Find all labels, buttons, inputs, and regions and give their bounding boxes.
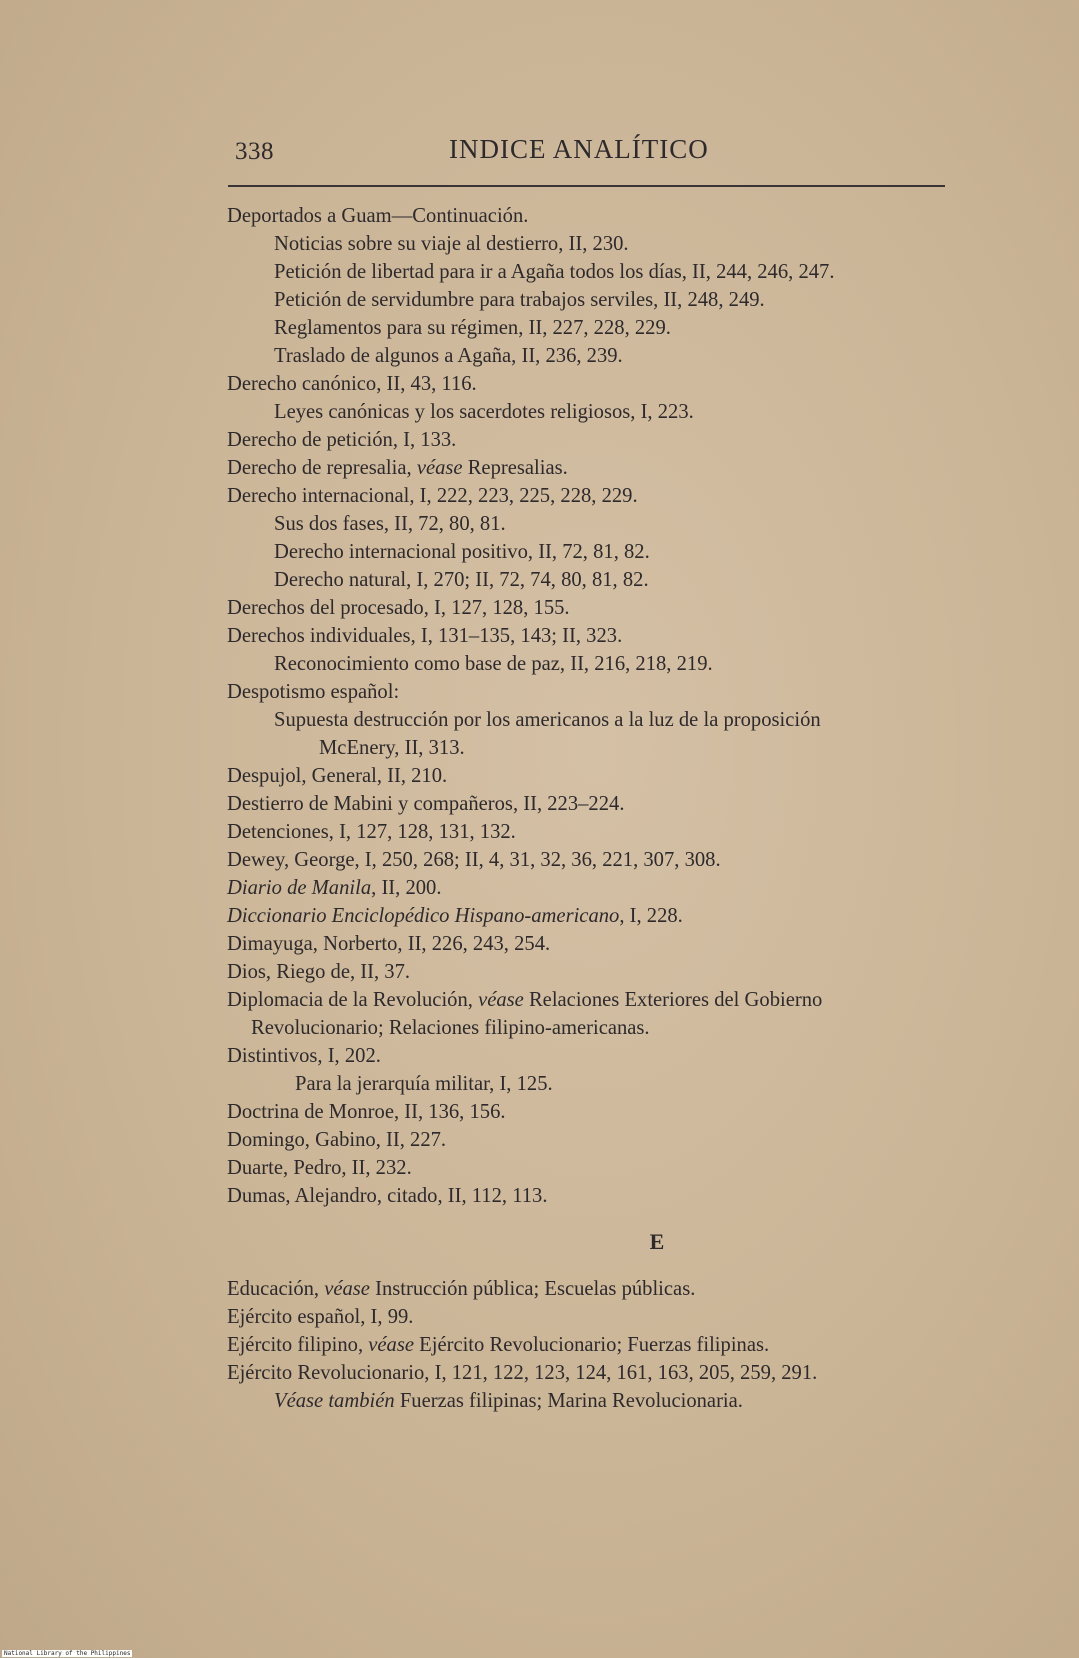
index-entry-continuation: Revolucionario; Relaciones filipino-americanas. (251, 1017, 650, 1039)
page-number: 338 (235, 138, 274, 165)
index-entry (227, 1070, 957, 1098)
index-entry-text: Represalias. (462, 457, 568, 479)
index-entry-text: Derechos individuales, I, 131–135, 143; II, 323. (227, 625, 623, 647)
index-entry (227, 202, 957, 230)
header-rule (228, 185, 945, 187)
index-entry (227, 1182, 957, 1210)
index-entry-italic-text: Diccionario Enciclopédico Hispano-americano (227, 905, 620, 927)
index-entry (227, 426, 957, 454)
index-entry (227, 762, 957, 790)
index-entry-text: Derecho natural, I, 270; II, 72, 74, 80, 81, 82. (274, 569, 649, 591)
index-entry-text: , I, 228. (619, 905, 683, 927)
index-entry-text: Detenciones, I, 127, 128, 131, 132. (227, 821, 516, 843)
index-entry-italic-text: véase (368, 1334, 414, 1356)
index-entry-text: Instrucción pública; Escuelas públicas. (369, 1278, 696, 1300)
index-entry-text: Despotismo español: (227, 681, 400, 703)
index-list (227, 202, 957, 1415)
index-entry (227, 1098, 957, 1126)
index-entry (227, 342, 957, 370)
index-entry (227, 1126, 957, 1154)
index-entry (227, 650, 957, 678)
index-entry (227, 538, 957, 566)
index-entry-text: Reglamentos para su régimen, II, 227, 228, 229. (274, 317, 671, 339)
index-group-e (227, 1275, 957, 1415)
index-entry (227, 230, 957, 258)
index-entry (227, 622, 957, 650)
index-entry-text: Distintivos, I, 202. (227, 1045, 381, 1067)
index-entry (227, 846, 957, 874)
index-entry (227, 370, 957, 398)
index-entry-text: Derechos del procesado, I, 127, 128, 155. (227, 597, 570, 619)
index-entry (227, 398, 957, 426)
index-entry-text: Domingo, Gabino, II, 227. (227, 1129, 447, 1151)
index-entry-text: Noticias sobre su viaje al destierro, II, 230. (274, 233, 629, 255)
index-entry (227, 314, 957, 342)
index-entry-text: Dios, Riego de, II, 37. (227, 961, 411, 983)
page-header (0, 134, 1079, 174)
index-entry (227, 930, 957, 958)
index-entry-text: Derecho de represalia, (227, 457, 417, 479)
index-group-d (227, 202, 957, 1210)
index-entry-text: Ejército Revolucionario, I, 121, 122, 123, 124, 161, 163, 205, 259, 291. (227, 1362, 818, 1384)
index-entry (227, 1303, 957, 1331)
index-entry (227, 790, 957, 818)
index-entry (227, 510, 957, 538)
index-entry (227, 1275, 957, 1303)
index-entry-text: Dewey, George, I, 250, 268; II, 4, 31, 32, 36, 221, 307, 308. (227, 849, 721, 871)
index-entry (227, 706, 957, 762)
section-letter-heading: E (649, 1229, 665, 1254)
index-entry-text: Doctrina de Monroe, II, 136, 156. (227, 1101, 506, 1123)
index-entry (227, 1154, 957, 1182)
index-entry-text: Derecho internacional, I, 222, 223, 225, 228, 229. (227, 485, 638, 507)
index-entry (227, 986, 957, 1042)
index-entry-continuation: McEnery, II, 313. (319, 737, 465, 759)
index-entry-text: Despujol, General, II, 210. (227, 765, 448, 787)
index-entry (227, 1042, 957, 1070)
index-entry-text: Sus dos fases, II, 72, 80, 81. (274, 513, 506, 535)
index-entry-italic-text: véase (324, 1278, 370, 1300)
index-entry-text: Petición de servidumbre para trabajos serviles, II, 248, 249. (274, 289, 765, 311)
index-entry-italic-text: véase (478, 989, 524, 1011)
footer-credit: National Library of the Philippines (4, 1650, 131, 1657)
index-entry-text: Educación, (227, 1278, 325, 1300)
index-entry (227, 454, 957, 482)
index-entry-text: Dumas, Alejandro, citado, II, 112, 113. (227, 1185, 548, 1207)
index-entry-text: Petición de libertad para ir a Agaña todos los días, II, 244, 246, 247. (274, 261, 835, 283)
index-entry-text: Destierro de Mabini y compañeros, II, 223–224. (227, 793, 625, 815)
index-entry-text: Leyes canónicas y los sacerdotes religiosos, I, 223. (274, 401, 694, 423)
index-entry-text: Relaciones Exteriores del Gobierno (523, 989, 823, 1011)
index-entry-text: Reconocimiento como base de paz, II, 216, 218, 219. (274, 653, 713, 675)
index-entry (227, 566, 957, 594)
index-entry (227, 594, 957, 622)
index-entry (227, 258, 957, 286)
index-entry-italic-text: Véase también (274, 1390, 395, 1412)
index-entry-text: Duarte, Pedro, II, 232. (227, 1157, 412, 1179)
page-title: INDICE ANALÍTICO (449, 134, 709, 164)
index-entry-text: Ejército español, I, 99. (227, 1306, 414, 1328)
index-entry (227, 1331, 957, 1359)
index-entry-text: Supuesta destrucción por los americanos a la luz de la proposición (274, 709, 821, 731)
index-entry-text: Derecho canónico, II, 43, 116. (227, 373, 477, 395)
index-entry-text: Derecho de petición, I, 133. (227, 429, 457, 451)
index-entry-text: Para la jerarquía militar, I, 125. (295, 1073, 553, 1095)
index-entry (227, 286, 957, 314)
index-entry-italic-text: Diario de Manila (227, 877, 372, 899)
index-entry (227, 1387, 957, 1415)
index-entry (227, 902, 957, 930)
index-entry-text: , II, 200. (371, 877, 442, 899)
index-entry-text: Ejército Revolucionario; Fuerzas filipinas. (414, 1334, 770, 1356)
index-entry-italic-text: véase (416, 457, 463, 479)
index-entry (227, 482, 957, 510)
index-entry-text: Ejército filipino, (227, 1334, 369, 1356)
index-entry-text: Traslado de algunos a Agaña, II, 236, 239. (274, 345, 623, 367)
index-entry (227, 1359, 957, 1387)
index-entry-text: Diplomacia de la Revolución, (227, 989, 479, 1011)
index-entry-text: Derecho internacional positivo, II, 72, 81, 82. (274, 541, 650, 563)
index-entry (227, 958, 957, 986)
index-entry-text: Fuerzas filipinas; Marina Revolucionaria. (394, 1390, 743, 1412)
index-entry-text: Dimayuga, Norberto, II, 226, 243, 254. (227, 933, 551, 955)
index-entry (227, 874, 957, 902)
index-entry (227, 818, 957, 846)
index-entry-text: Deportados a Guam—Continuación. (227, 205, 529, 227)
index-entry (227, 678, 957, 706)
